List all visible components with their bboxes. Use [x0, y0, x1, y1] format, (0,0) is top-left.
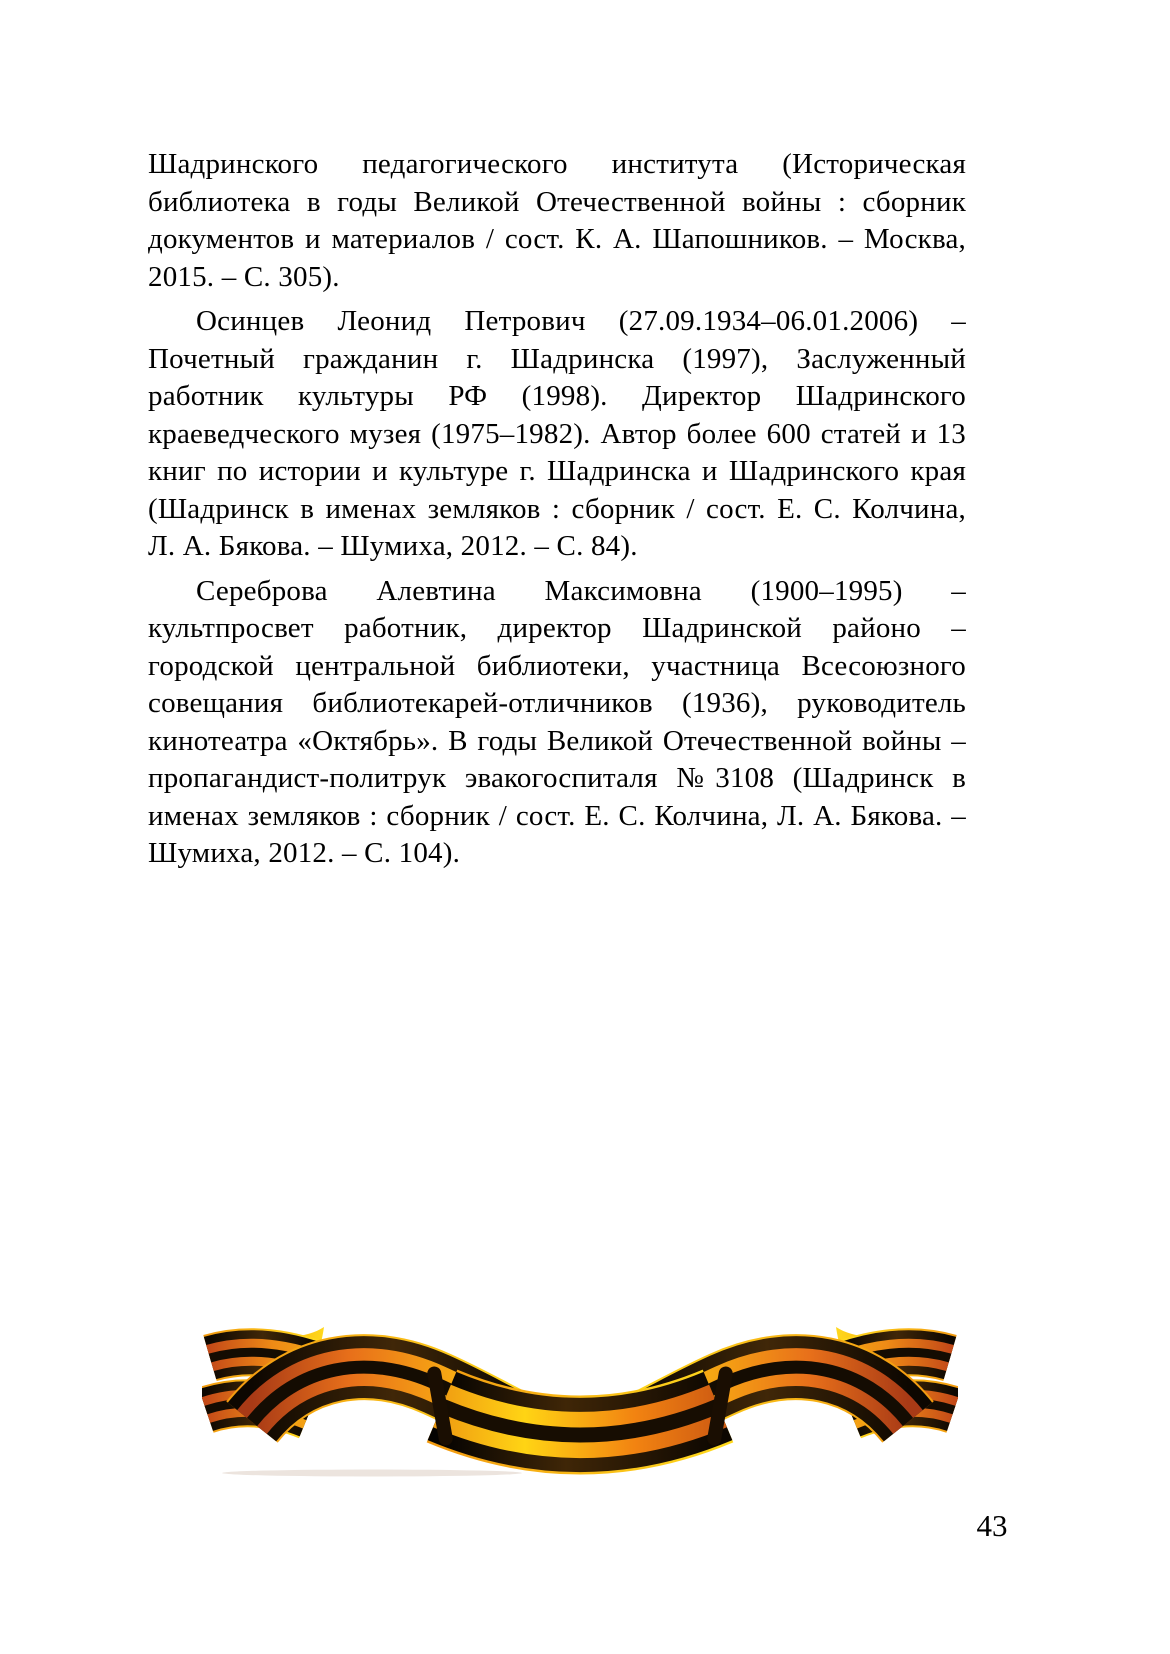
paragraph	[148, 303, 966, 566]
text-line: работник культуры РФ (1998). Директор Шадринского	[148, 380, 966, 412]
text-line: городской центральной библиотеки, участница Всесоюзного	[148, 649, 966, 682]
text-line: Шумиха, 2012. – С. 104).	[148, 837, 461, 869]
text-line: культпросвет работник, директор Шадринской районо –	[148, 612, 966, 644]
text-line: кинотеатра «Октябрь». В годы Великой Отечественной войны –	[148, 724, 966, 757]
text-line: Почетный гражданин г. Шадринска (1997), Заслуженный	[148, 342, 966, 375]
text-line: Осинцев Леонид Петрович (27.09.1934–06.01.2006) –	[196, 305, 966, 337]
text-line: документов и материалов / сост. К. А. Шапошников. – Москва,	[148, 223, 966, 255]
ribbon-central-band	[426, 1365, 734, 1446]
st-george-ribbon-svg	[202, 1326, 958, 1478]
text-line: совещания библиотекарей-отличников (1936), руководитель	[148, 687, 966, 719]
paragraph	[148, 146, 966, 296]
paragraph	[148, 573, 966, 873]
text-line: библиотека в годы Великой Отечественной войны : сборник	[148, 185, 966, 218]
st-george-ribbon-image	[202, 1326, 958, 1478]
text-line: 2015. – С. 305).	[148, 260, 340, 293]
text-line: Шадринского педагогического института (Историческая	[148, 148, 966, 180]
text-line: краеведческого музея (1975–1982). Автор более 600 статей и 13	[148, 417, 966, 450]
text-line: (Шадринск в именах земляков : сборник / сост. Е. С. Колчина,	[148, 492, 966, 525]
page-number: 43	[976, 1508, 1008, 1543]
text-line: Л. А. Бякова. – Шумиха, 2012. – С. 84).	[148, 530, 638, 562]
text-block	[148, 146, 966, 880]
text-line: именах земляков : сборник / сост. Е. С. Колчина, Л. А. Бякова. –	[148, 799, 966, 832]
text-line: пропагандист-политрук эвакогоспиталя №3108 (Шадринск в	[148, 762, 966, 794]
text-line: Сереброва Алевтина Максимовна (1900–1995) –	[196, 574, 966, 607]
text-line: книг по истории и культуре г. Шадринска и Шадринского края	[148, 455, 966, 487]
